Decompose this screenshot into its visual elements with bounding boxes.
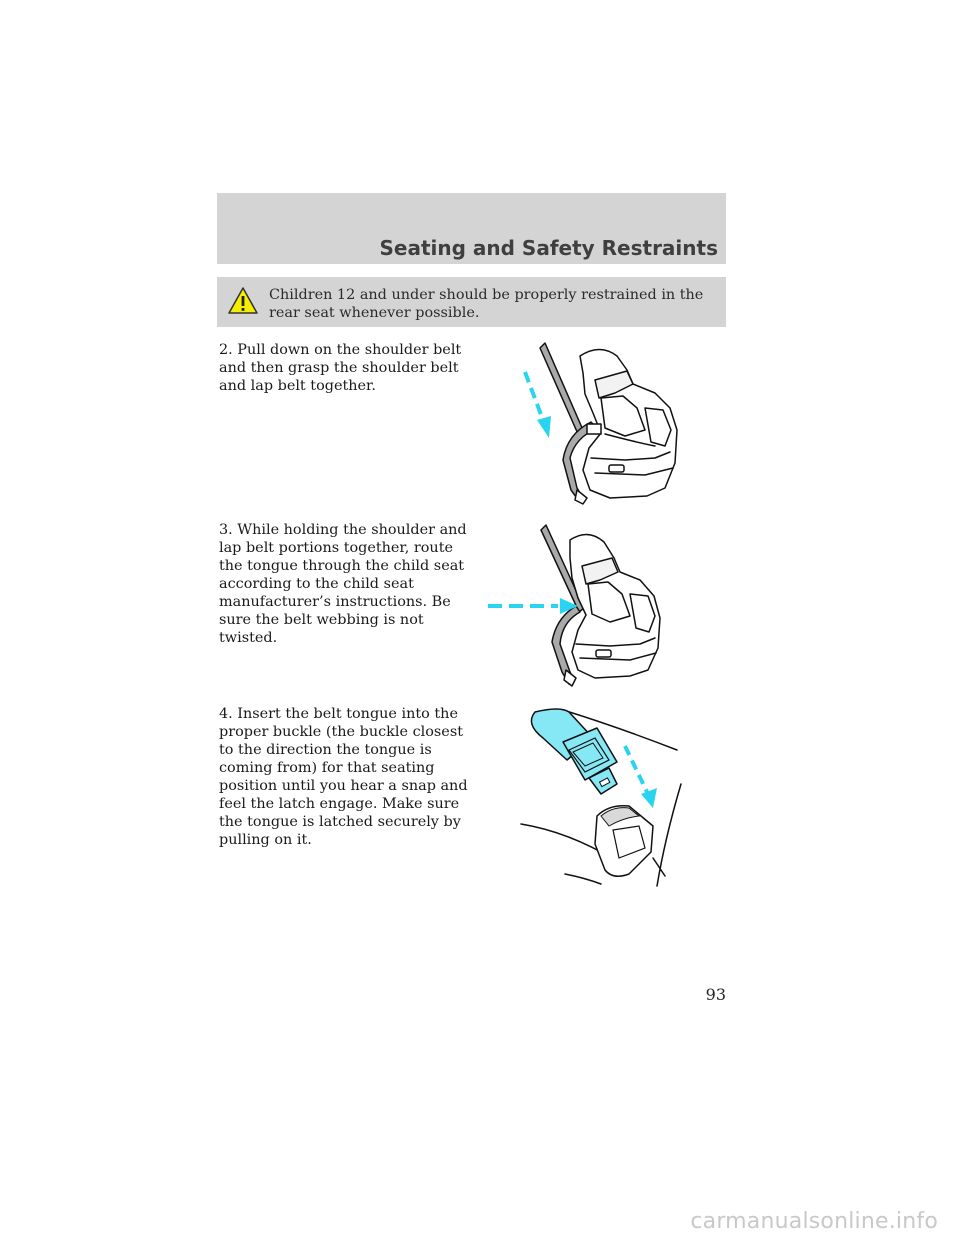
section-title: Seating and Safety Restraints	[379, 236, 718, 260]
belt-tongue-into-buckle-illustration	[505, 698, 705, 898]
child-seat-route-tongue-illustration	[480, 520, 680, 692]
step-2-text: 2. Pull down on the shoulder belt and then grasp the shoulder belt and lap belt together.	[219, 342, 462, 394]
section-header-band	[217, 193, 726, 264]
warning-text: Children 12 and under should be properly restrained in the rear seat whenever possible.	[269, 287, 704, 321]
child-seat-pull-down-belt-illustration	[505, 338, 700, 510]
warning-triangle-icon	[227, 286, 259, 316]
step-3-text: 3. While holding the shoulder and lap belt portions together, route the tongue through the child seat according to the child seat manufacturer’s instructions. Be sure the belt webbing is not twisted.	[219, 522, 467, 646]
footer-watermark: carmanualsonline.info	[690, 1209, 938, 1234]
step-4-text: 4. Insert the belt tongue into the proper buckle (the buckle closest to the direction the tongue is coming from) for that seating position until you hear a snap and feel the latch engage. Make sure the tongue is latched securely by pulling on it.	[219, 706, 468, 848]
warning-box	[217, 277, 726, 327]
page-number: 93	[705, 985, 726, 1004]
